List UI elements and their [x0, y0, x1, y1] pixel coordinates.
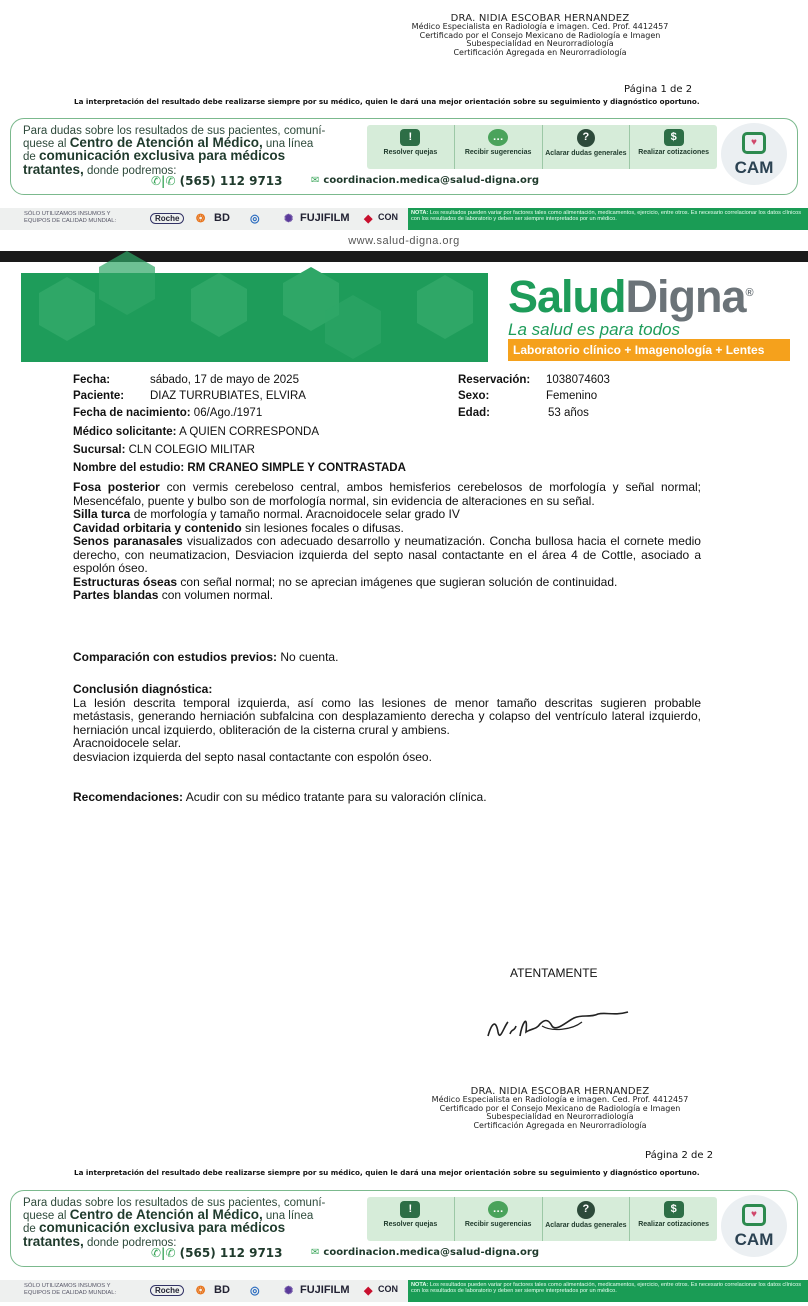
finding-oseas — [73, 576, 701, 590]
brand-tagline: La salud es para todos — [508, 320, 681, 339]
cam-text-bold: comunicación exclusiva para médicos — [39, 1220, 286, 1236]
conclusion-text: desviacion izquierda del septo nasal contactante con espolón óseo. — [73, 749, 432, 764]
cam-text-bold: Centro de Atención al Médico, — [69, 1207, 263, 1223]
bd-logo-icon: ❂ — [196, 213, 206, 225]
finding-text: con vermis cerebeloso central, ambos hemisferios cerebelosos de morfología y señal normal; Mesencéfalo, puente y bulbo son de morfología normal, sin evidencia de alteraciones en su señal. — [73, 480, 701, 508]
doctor-credential: Médico Especialista en Radiología e imagen. Ced. Prof. 4412457 — [411, 22, 669, 32]
finding-text: visualizados con adecuado desarrollo y neumatización. Concha bullosa hacia el cornete medio derecho, con neumatizacion, Desviacion izquierda del septo nasal contactante en el área 4 de Cottle, asociado a espolón óseo. — [73, 534, 701, 575]
cam-text-line: de — [23, 1223, 39, 1236]
value-reservacion: 1038074603 — [546, 374, 610, 386]
finding-heading: Partes blandas — [73, 588, 159, 602]
receipt-icon: $ — [664, 1201, 684, 1218]
finding-heading: Silla turca — [73, 507, 131, 521]
con-logo-icon: ◆ — [364, 213, 373, 225]
recommendations-heading: Recomendaciones: — [73, 790, 184, 804]
info-estudio — [73, 462, 406, 474]
doctor-certification: Certificado por el Consejo Mexicano de Radiología e Imagen — [419, 30, 661, 40]
action-label: Resolver quejas — [383, 1221, 438, 1228]
conclusion-section — [73, 683, 701, 764]
conclusion-heading: Conclusión diagnóstica: — [73, 682, 213, 696]
closing-text: ATENTAMENTE — [510, 966, 598, 980]
clipboard-heart-icon: ♥ — [742, 132, 766, 154]
decorative-hexagon — [417, 275, 473, 339]
field-label: Paciente: — [73, 390, 125, 402]
value-fecha: sábado, 17 de mayo de 2025 — [150, 374, 299, 386]
action-dudas — [543, 125, 631, 169]
ge-logo-icon: ◎ — [250, 1285, 260, 1297]
doctor-certification: Certificado por el Consejo Mexicano de Radiología e Imagen — [439, 1103, 681, 1113]
fujifilm-logo: FUJIFILM — [300, 1284, 350, 1296]
doctor-added-cert: Certificación Agregada en Neurorradiología — [453, 47, 627, 57]
doctor-signature-header — [360, 15, 720, 57]
cam-text-bold: tratantes, — [23, 1233, 84, 1249]
action-label: Aclarar dudas generales — [545, 150, 627, 157]
note-text: Los resultados pueden variar por factores tales como alimentación, medicamentos, ejercicio, entre otros. Es necesario correlacionar los datos clínicos con los resultados de laboratorio y deben ser siempre interpretados por un médico. — [411, 1282, 802, 1295]
action-cotizaciones — [630, 1197, 717, 1241]
info-sucursal — [73, 444, 255, 456]
field-label: Edad: — [458, 407, 490, 419]
cam-text-line: una línea — [262, 1210, 314, 1223]
supplier-label — [24, 211, 116, 224]
note-label: NOTA: — [411, 210, 429, 216]
bd-logo-icon: ❂ — [196, 1285, 206, 1297]
action-label: Aclarar dudas generales — [545, 1222, 627, 1229]
cam-text — [23, 1197, 353, 1249]
doctor-credential: Médico Especialista en Radiología e imagen. Ced. Prof. 4412457 — [431, 1095, 689, 1105]
chat-bubble-icon: … — [488, 1201, 508, 1218]
comparison-text: No cuenta. — [277, 650, 339, 664]
cam-badge — [721, 123, 787, 185]
action-label: Realizar cotizaciones — [638, 149, 710, 156]
finding-text: sin lesiones focales o difusas. — [241, 520, 404, 535]
doctor-signature-footer — [380, 1088, 740, 1130]
chat-bubble-icon: … — [488, 129, 508, 146]
clipboard-heart-icon: ♥ — [742, 1204, 766, 1226]
cam-text-line: quese al — [23, 1210, 70, 1223]
cam-actions — [367, 125, 717, 169]
finding-heading: Cavidad orbitaria y contenido — [73, 520, 242, 535]
receipt-icon: $ — [664, 129, 684, 146]
doctor-name: DRA. NIDIA ESCOBAR HERNANDEZ — [450, 13, 630, 24]
con-logo-icon: ◆ — [364, 1285, 373, 1297]
finding-text: de morfología y tamaño normal. Aracnoidocele selar grado IV — [130, 507, 460, 521]
action-label: Recibir sugerencias — [464, 149, 532, 156]
action-label: Recibir sugerencias — [464, 1221, 532, 1228]
info-nacimiento — [73, 407, 262, 419]
supplier-strip — [0, 208, 808, 230]
value-edad: 53 años — [548, 407, 589, 419]
doctor-subspecialty: Subespecialidad en Neurorradiología — [486, 1112, 634, 1122]
decorative-hexagon — [191, 273, 247, 337]
question-icon: ? — [577, 129, 595, 147]
fujifilm-logo: FUJIFILM — [300, 212, 350, 224]
cam-phone[interactable] — [151, 174, 283, 188]
info-sexo — [458, 390, 489, 402]
doctor-subspecialty: Subespecialidad en Neurorradiología — [466, 39, 614, 49]
cam-badge — [721, 1195, 787, 1257]
info-edad — [458, 407, 490, 419]
field-label: Fecha de nacimiento: — [73, 407, 191, 419]
value-sexo: Femenino — [546, 390, 598, 402]
con-logo: CON — [378, 212, 398, 222]
cam-actions — [367, 1197, 717, 1241]
field-label: Fecha: — [73, 374, 111, 386]
finding-senos — [73, 535, 701, 576]
action-dudas — [543, 1197, 631, 1241]
con-logo: CON — [378, 1284, 398, 1294]
whatsapp-phone-icon: ✆|✆ — [151, 1246, 180, 1260]
action-quejas — [367, 125, 455, 169]
value-nacimiento: 06/Ago./1971 — [193, 407, 263, 419]
question-icon: ? — [577, 1201, 595, 1219]
finding-blandas — [73, 589, 701, 603]
cam-text — [23, 125, 353, 177]
finding-silla — [73, 508, 701, 522]
info-reservacion — [458, 374, 530, 386]
comparison-section — [73, 651, 701, 665]
whatsapp-phone-icon: ✆|✆ — [151, 174, 180, 188]
comparison-heading: Comparación con estudios previos: — [73, 650, 278, 664]
doctor-added-cert: Certificación Agregada en Neurorradiología — [473, 1120, 647, 1130]
fujifilm-mark-icon: ✺ — [284, 213, 294, 225]
report-findings — [73, 481, 701, 603]
results-note — [408, 1280, 808, 1302]
cam-text-line: Para dudas sobre los resultados de sus pacientes, comuní- — [23, 125, 326, 137]
cam-email[interactable]: ✉ coordinacion.medica@salud-digna.org — [311, 175, 539, 186]
cam-text-bold: Centro de Atención al Médico, — [69, 135, 263, 151]
handwritten-signature — [482, 1002, 642, 1048]
page-number: Página 1 de 2 — [624, 84, 693, 95]
action-label: Resolver quejas — [383, 149, 438, 156]
recommendations-section — [73, 791, 701, 805]
ge-logo-icon: ◎ — [250, 213, 260, 225]
conclusion-text: Aracnoidocele selar. — [73, 736, 182, 750]
cam-text-line: una línea — [262, 138, 314, 151]
value-sucursal: CLN COLEGIO MILITAR — [128, 444, 255, 456]
cam-text-line: donde podremos: — [83, 1236, 177, 1249]
finding-heading: Estructuras óseas — [73, 574, 178, 589]
cam-phone[interactable] — [151, 1246, 283, 1260]
cam-phone-number: (565) 112 9713 — [179, 174, 283, 188]
decorative-hexagon — [39, 277, 95, 341]
cam-text-line: de — [23, 151, 39, 164]
recommendations-text: Acudir con su médico tratante para su valoración clínica. — [183, 790, 487, 804]
action-sugerencias — [455, 125, 543, 169]
disclaimer-text: La interpretación del resultado debe realizarse siempre por su médico, quien le dará una mejor orientación sobre su seguimiento y diagnóstico oportuno. — [74, 1168, 700, 1177]
cam-badge-label: CAM — [734, 1230, 774, 1249]
cam-text-line: quese al — [23, 138, 70, 151]
note-text: Los resultados pueden variar por factores tales como alimentación, medicamentos, ejercicio, entre otros. Es necesario correlacionar los datos clínicos con los resultados de laboratorio y deben ser siempre interpretados por un médico. — [411, 210, 802, 223]
conclusion-text: La lesión descrita temporal izquierda, así como las lesiones de menor tamaño descritas sugieren probable metástasis, generando herniación subfalcina con desplazamiento derecha y colapso del ventrículo lateral izquierdo, herniación uncal izquierdo, obliteración de la cisterna crural y ambiens. — [73, 695, 701, 737]
field-label: Médico solicitante: — [73, 426, 177, 438]
page-number: Página 2 de 2 — [645, 1150, 714, 1161]
info-paciente — [73, 390, 124, 402]
supplier-label-line: SÓLO UTILIZAMOS INSUMOS Y — [24, 1283, 111, 1289]
cam-phone-number: (565) 112 9713 — [179, 1246, 283, 1260]
cam-info-box — [10, 118, 798, 195]
info-medico — [73, 426, 319, 438]
brand-word: Salud — [508, 271, 626, 322]
finding-heading: Fosa posterior — [73, 480, 160, 494]
finding-text: con volumen normal. — [158, 588, 274, 602]
complaint-icon: ! — [400, 129, 420, 146]
complaint-icon: ! — [400, 1201, 420, 1218]
website-link[interactable]: www.salud-digna.org — [348, 235, 460, 247]
finding-fosa — [73, 481, 701, 508]
supplier-label-line: EQUIPOS DE CALIDAD MUNDIAL: — [24, 217, 117, 224]
field-label: Reservación: — [458, 374, 531, 386]
action-cotizaciones — [630, 125, 717, 169]
supplier-label-line: EQUIPOS DE CALIDAD MUNDIAL: — [24, 1289, 117, 1296]
value-paciente: DIAZ TURRUBIATES, ELVIRA — [150, 390, 306, 402]
supplier-strip — [0, 1280, 808, 1302]
supplier-label-line: SÓLO UTILIZAMOS INSUMOS Y — [24, 211, 111, 217]
brand-word: Digna — [625, 271, 746, 322]
note-label: NOTA: — [411, 1282, 429, 1288]
salud-digna-logo — [508, 271, 753, 323]
disclaimer-text: La interpretación del resultado debe realizarse siempre por su médico, quien le dará una mejor orientación sobre su seguimiento y diagnóstico oportuno. — [74, 97, 700, 106]
action-quejas — [367, 1197, 455, 1241]
field-label: Sucursal: — [73, 444, 126, 456]
info-fecha — [73, 374, 110, 386]
action-sugerencias — [455, 1197, 543, 1241]
cam-text-bold: tratantes, — [23, 161, 84, 177]
roche-logo: Roche — [150, 1285, 184, 1296]
field-label: Sexo: — [458, 390, 490, 402]
cam-info-box — [10, 1190, 798, 1267]
finding-text: con señal normal; no se aprecian imágenes que sugieran solución de continuidad. — [177, 574, 618, 589]
registered-mark: ® — [745, 287, 753, 299]
value-medico: A QUIEN CORRESPONDA — [179, 426, 320, 438]
finding-heading: Senos paranasales — [73, 534, 183, 548]
doctor-name: DRA. NIDIA ESCOBAR HERNANDEZ — [470, 1086, 650, 1097]
roche-logo: Roche — [150, 213, 184, 224]
header-banner — [21, 273, 488, 362]
results-note — [408, 208, 808, 230]
finding-orbita — [73, 522, 701, 536]
cam-text-line: Para dudas sobre los resultados de sus pacientes, comuní- — [23, 1197, 326, 1209]
bd-logo: BD — [214, 212, 230, 224]
cam-text-bold: comunicación exclusiva para médicos — [39, 148, 286, 164]
field-label: Nombre del estudio: — [73, 462, 185, 474]
fujifilm-mark-icon: ✺ — [284, 1285, 294, 1297]
action-label: Realizar cotizaciones — [638, 1221, 710, 1228]
cam-text-line: donde podremos: — [83, 164, 177, 177]
cam-email[interactable]: ✉ coordinacion.medica@salud-digna.org — [311, 1247, 539, 1258]
cam-badge-label: CAM — [734, 158, 774, 177]
services-bar: Laboratorio clínico + Imagenología + Lentes — [508, 339, 790, 361]
bd-logo: BD — [214, 1284, 230, 1296]
value-estudio: RM CRANEO SIMPLE Y CONTRASTADA — [187, 462, 406, 474]
supplier-label — [24, 1283, 116, 1296]
